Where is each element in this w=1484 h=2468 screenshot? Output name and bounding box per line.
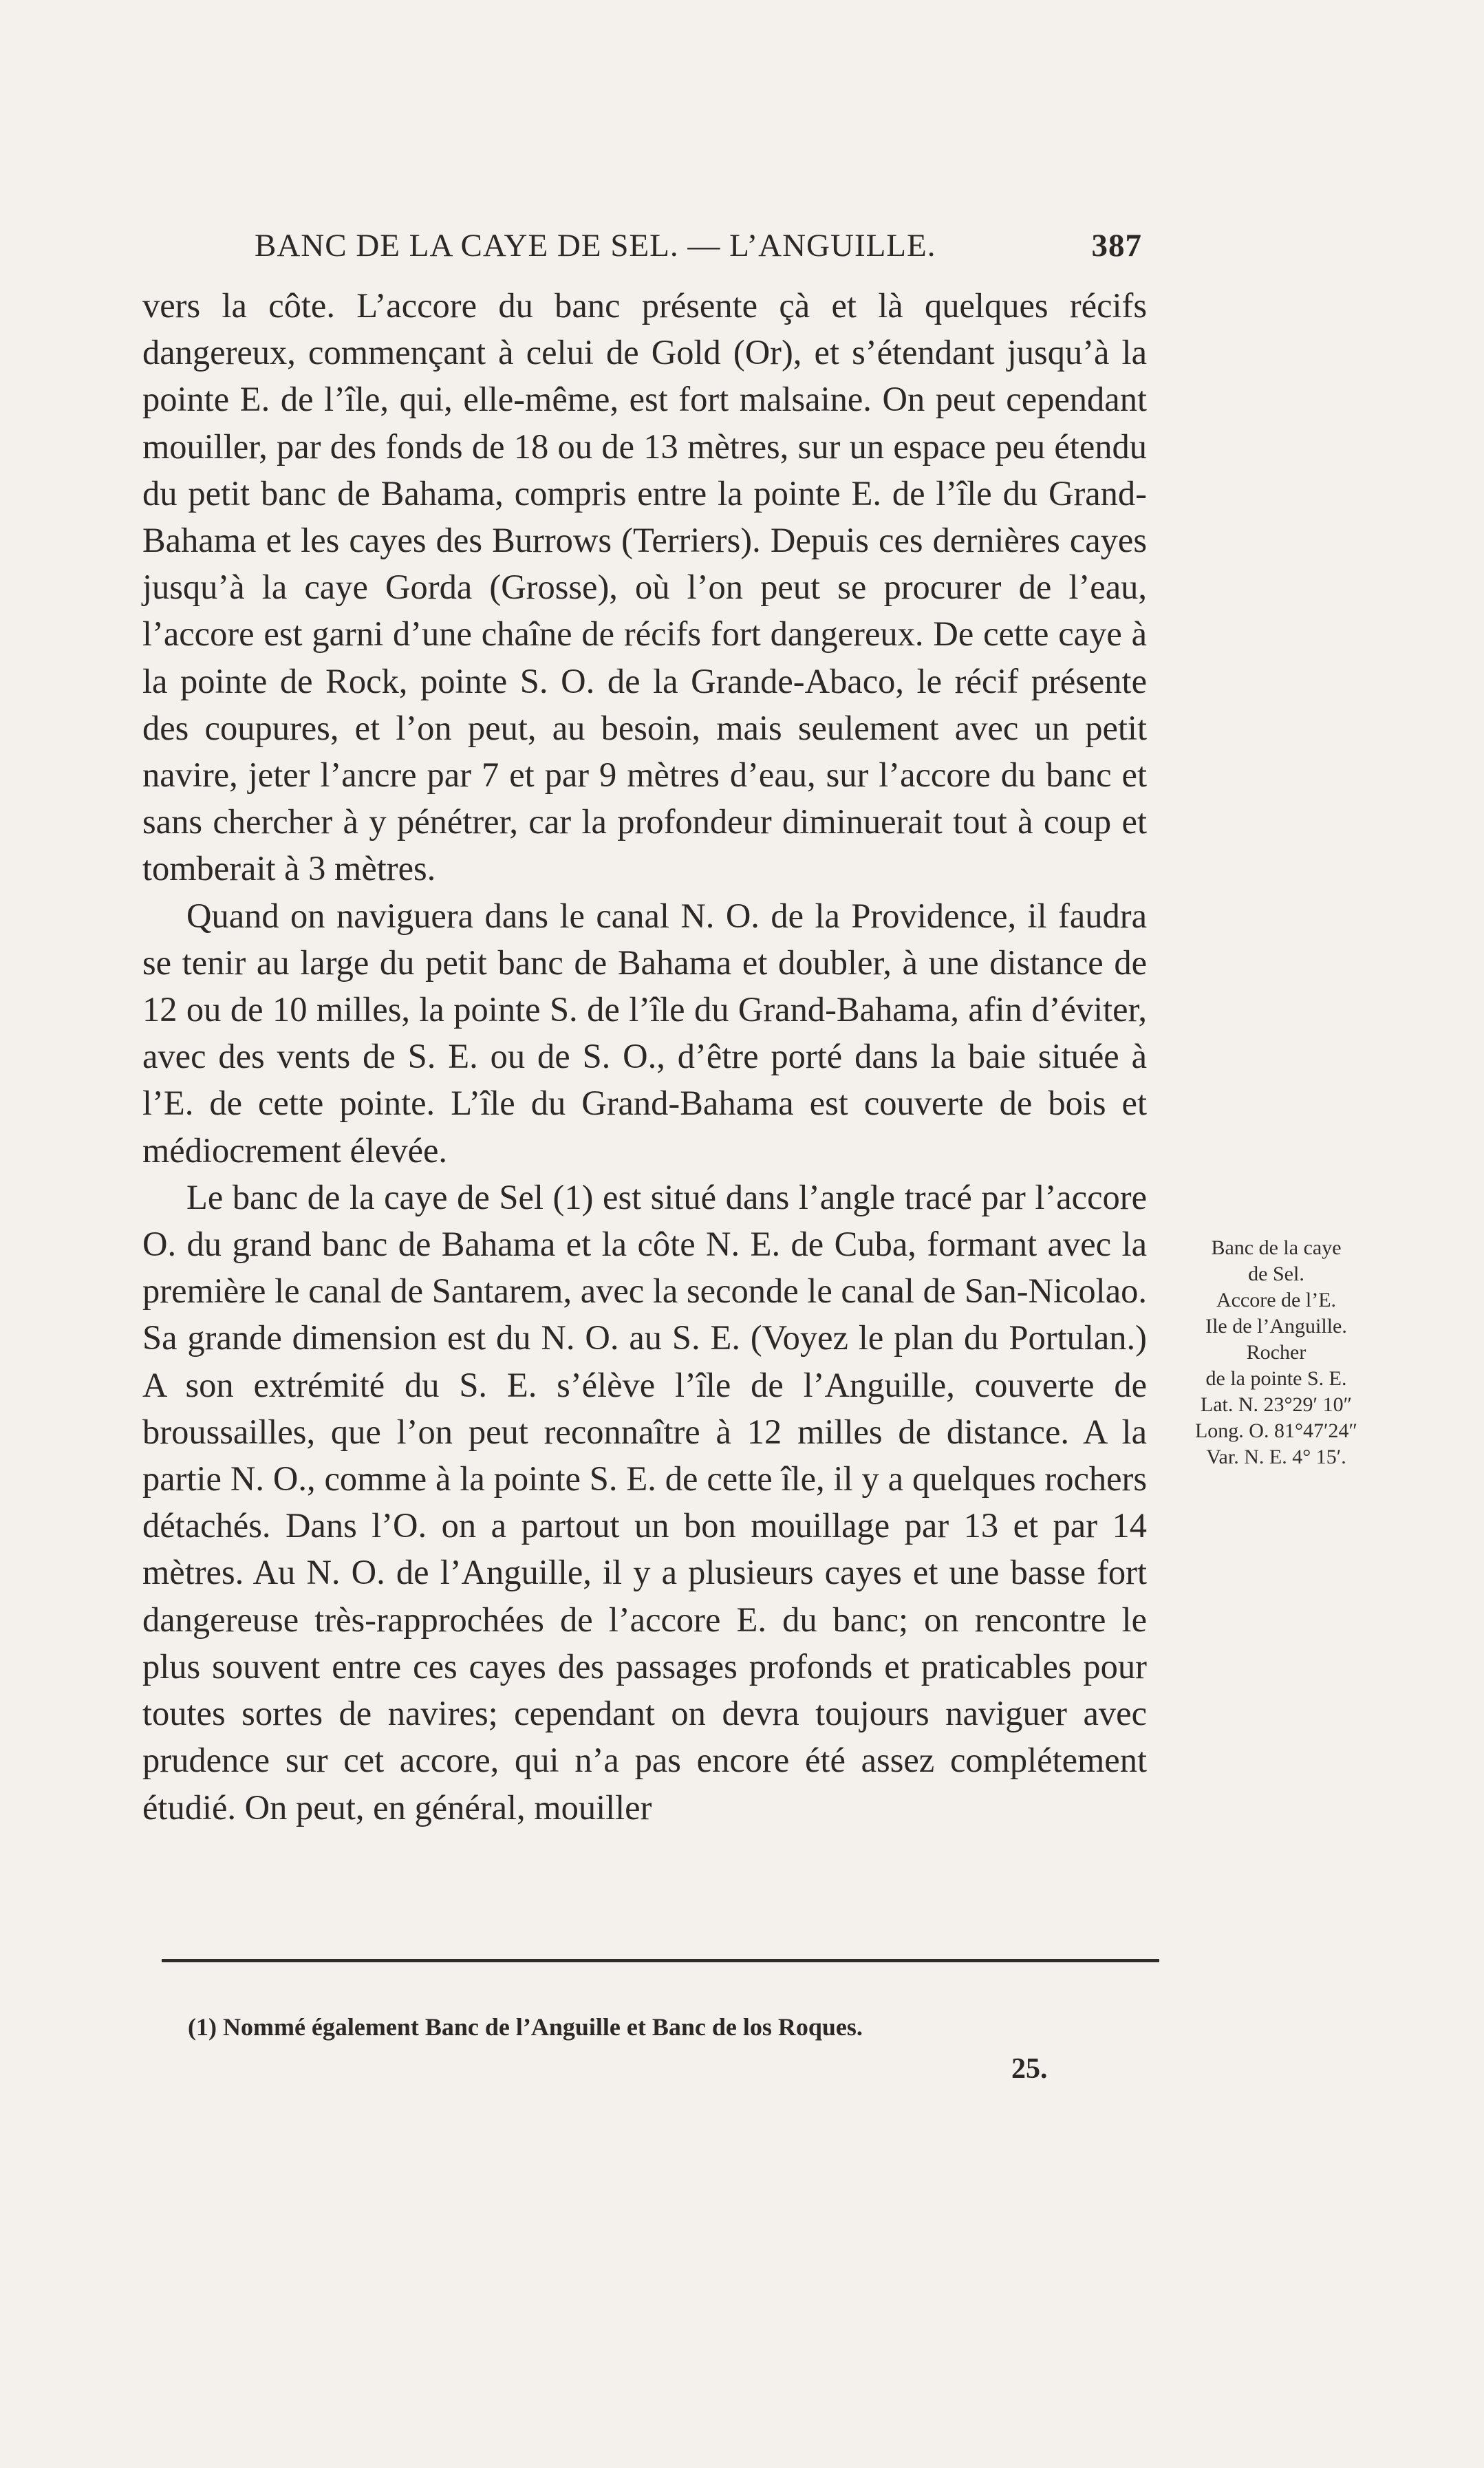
marginal-line: Ile de l’Anguille.: [1205, 1315, 1347, 1338]
marginal-note: [1173, 1235, 1379, 1470]
body-text: [142, 282, 1147, 1831]
marginal-line: de Sel.: [1248, 1263, 1304, 1285]
signature-mark: 25.: [1011, 2053, 1048, 2085]
marginal-line: Rocher: [1246, 1341, 1306, 1364]
running-title: BANC DE LA CAYE DE SEL. — L’ANGUILLE.: [255, 228, 936, 264]
footnote-rule: [162, 1959, 1159, 1962]
marginal-line: Long. O. 81°47′24″: [1194, 1419, 1358, 1442]
page-header: [255, 227, 1142, 275]
page-number: 387: [1091, 228, 1142, 264]
paragraph-2: Quand on naviguera dans le canal N. O. de la Providence, il faudra se tenir au large du petit banc de Bahama et doubler, à une distance de 12 ou de 10 milles, la pointe S. de l’île du Grand-Bahama, afin d’éviter, avec des vents de S. E. ou de S. O., d’être porté dans la baie située à l’E. de cette pointe. L’île du Grand-Bahama est couverte de bois et médiocrement élevée.: [142, 896, 1147, 1170]
paragraph-1: vers la côte. L’accore du banc présente çà et là quelques récifs dangereux, commençant à celui de Gold (Or), et s’étendant jusqu’à la pointe E. de l’île, qui, elle-même, est fort malsaine. On peut cependant mouiller, par des fonds de 18 ou de 13 mètres, sur un espace peu étendu du petit banc de Bahama, compris entre la pointe E. de l’île du Grand-Bahama et les cayes des Burrows (Terriers). Depuis ces dernières cayes jusqu’à la caye Gorda (Grosse), où l’on peut se procurer de l’eau, l’accore est garni d’une chaîne de récifs fort dangereux. De cette caye à la pointe de Rock, pointe S. O. de la Grande-Abaco, le récif présente des coupures, et l’on peut, au besoin, mais seulement avec un petit navire, jeter l’ancre par 7 et par 9 mètres d’eau, sur l’accore du banc et sans chercher à y pénétrer, car la profondeur diminuerait tout à coup et tomberait à 3 mètres.: [142, 286, 1147, 888]
footnote: (1) Nommé également Banc de l’Anguille et Banc de los Roques.: [188, 2013, 863, 2041]
paragraph-3: Le banc de la caye de Sel (1) est situé dans l’angle tracé par l’accore O. du grand banc de Bahama et la côte N. E. de Cuba, formant avec la première le canal de Santarem, avec la seconde le canal de San-Nicolao. Sa grande dimension est du N. O. au S. E. (Voyez le plan du Portulan.) A son extrémité du S. E. s’élève l’île de l’Anguille, couverte de broussailles, que l’on peut reconnaître à 12 milles de distance. A la partie N. O., comme à la pointe S. E. de cette île, il y a quelques rochers détachés. Dans l’O. on a partout un bon mouillage par 13 et par 14 mètres. Au N. O. de l’Anguille, il y a plusieurs cayes et une basse fort dangereuse très-rapprochées de l’accore E. du banc; on rencontre le plus souvent entre ces cayes des passages profonds et praticables pour toutes sortes de navires; cependant on devra toujours naviguer avec prudence sur cet accore, qui n’a pas encore été assez complétement étudié. On peut, en général, mouiller: [142, 1177, 1147, 1827]
marginal-line: Var. N. E. 4° 15′.: [1206, 1446, 1346, 1468]
marginal-line: Banc de la caye: [1211, 1236, 1342, 1259]
marginal-line: Accore de l’E.: [1216, 1289, 1337, 1311]
marginal-line: Lat. N. 23°29′ 10″: [1200, 1393, 1353, 1416]
marginal-line: de la pointe S. E.: [1205, 1367, 1347, 1390]
